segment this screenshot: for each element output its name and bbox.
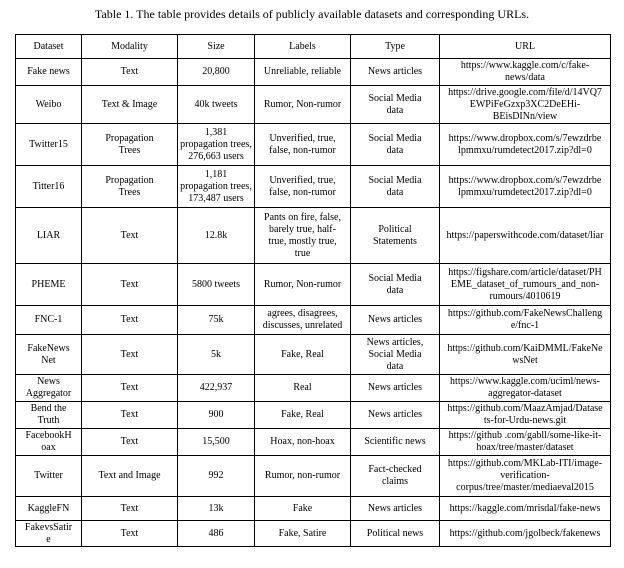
cell-type-text: News articles: [367, 314, 423, 325]
cell-dataset: [16, 335, 82, 375]
table-row: [16, 59, 611, 86]
cell-url: [440, 306, 611, 335]
cell-type-text: Political Statements: [373, 223, 417, 247]
cell-labels-text: Unverified, true, false, non-rumor: [269, 132, 336, 156]
cell-dataset: [16, 166, 82, 208]
cell-dataset-text: FakevsSatir e: [24, 521, 73, 545]
cell-labels-text: Fake, Real: [281, 348, 324, 360]
cell-url: [440, 86, 611, 124]
table-body: [16, 59, 611, 547]
cell-labels: [255, 124, 351, 166]
cell-modality: [82, 59, 178, 86]
cell-labels-text: Rumor, Non-rumor: [263, 278, 342, 290]
cell-labels: [255, 335, 351, 375]
cell-modality-text: Text: [120, 502, 139, 514]
table-caption: Table 1. The table provides details of publicly available datasets and corresponding URLs.: [94, 7, 530, 21]
cell-labels: [255, 497, 351, 521]
cell-url: [440, 166, 611, 208]
cell-size-text: 40k tweets: [194, 98, 238, 110]
cell-labels: [255, 264, 351, 306]
cell-dataset-text: Twitter15: [29, 138, 68, 150]
cell-type: [351, 208, 440, 264]
cell-url-text[interactable]: https://github.com/jgolbeck/fakenews: [449, 527, 601, 539]
cell-modality-text: Text: [120, 66, 139, 77]
cell-type-text: News articles: [367, 502, 423, 514]
table-row: [16, 306, 611, 335]
cell-labels: [255, 456, 351, 497]
cell-size: [178, 521, 255, 547]
cell-dataset: [16, 264, 82, 306]
cell-size: [178, 335, 255, 375]
cell-url: [440, 497, 611, 521]
cell-type-text: News articles, Social Media data: [366, 336, 424, 372]
cell-type: [351, 166, 440, 208]
table-row: [16, 124, 611, 166]
cell-type-text: News articles: [367, 382, 423, 393]
cell-url-text[interactable]: https://github.com/MaazAmjad/Datase ts-for-Urdu-news.git: [447, 403, 603, 426]
cell-size-text: 1,181 propagation trees, 173,487 users: [180, 168, 252, 204]
cell-labels: [255, 521, 351, 547]
cell-url: [440, 402, 611, 429]
cell-size: [178, 264, 255, 306]
cell-url-text[interactable]: https://github.com/KaiDMML/FakeNe wsNet: [447, 342, 603, 366]
cell-size-text: 900: [208, 409, 224, 420]
cell-type: [351, 402, 440, 429]
cell-dataset: [16, 59, 82, 86]
cell-url: [440, 208, 611, 264]
cell-type-text: Fact-checked claims: [368, 464, 422, 487]
cell-size-text: 1,381 propagation trees, 276,663 users: [180, 126, 252, 162]
cell-size-text: 5k: [211, 348, 221, 360]
cell-labels: [255, 208, 351, 264]
cell-dataset-text: FacebookH oax: [25, 430, 72, 453]
cell-url-text[interactable]: https://paperswithcode.com/dataset/liar: [446, 229, 604, 241]
table-row: [16, 402, 611, 429]
cell-url-text[interactable]: https://www.kaggle.com/c/fake- news/data: [460, 60, 590, 83]
cell-type-text: Social Media data: [368, 92, 422, 116]
cell-size: [178, 402, 255, 429]
cell-size-text: 15,500: [202, 436, 230, 447]
cell-modality: [82, 429, 178, 456]
cell-type: [351, 59, 440, 86]
cell-modality-text: Text: [120, 382, 139, 393]
cell-url-text[interactable]: https://figshare.com/article/dataset/PH EME_dataset_of_rumours_and_non- rumours/4010619: [448, 266, 602, 302]
cell-url: [440, 456, 611, 497]
cell-url: [440, 335, 611, 375]
cell-modality: [82, 166, 178, 208]
cell-type: [351, 497, 440, 521]
cell-modality: [82, 402, 178, 429]
cell-size: [178, 86, 255, 124]
cell-dataset-text: KaggleFN: [27, 502, 70, 514]
cell-dataset: [16, 456, 82, 497]
cell-dataset-text: Fake news: [27, 66, 70, 77]
cell-modality-text: Text: [120, 229, 139, 241]
cell-url: [440, 521, 611, 547]
cell-url-text[interactable]: https://github .com/gabll/some-like-it- hoax/tree/master/dataset: [448, 430, 602, 453]
cell-modality-text: Text: [120, 314, 139, 325]
cell-dataset-text: Twitter: [34, 470, 63, 481]
cell-size-text: 20,800: [202, 66, 230, 77]
cell-size: [178, 456, 255, 497]
cell-type-text: Social Media data: [368, 272, 422, 296]
cell-modality: [82, 306, 178, 335]
cell-labels-text: Pants on fire, false, barely true, half- true, mostly true, true: [264, 211, 341, 259]
cell-dataset: [16, 429, 82, 456]
cell-size-text: 75k: [208, 314, 224, 325]
table-row: [16, 456, 611, 497]
cell-url: [440, 124, 611, 166]
cell-modality-text: Text: [120, 436, 139, 447]
cell-modality: [82, 521, 178, 547]
table-row: [16, 166, 611, 208]
cell-type-text: News articles: [367, 66, 423, 77]
cell-modality: [82, 208, 178, 264]
cell-dataset-text: PHEME: [31, 278, 66, 290]
cell-labels: [255, 86, 351, 124]
cell-url-text[interactable]: https://github.com/MKLab-ITI/image- verification- corpus/tree/master/mediaeval2015: [447, 458, 603, 493]
cell-modality-text: Text: [120, 409, 139, 420]
cell-url-text[interactable]: https://github.com/FakeNewsChalleng e/fnc-1: [447, 308, 603, 331]
cell-size: [178, 208, 255, 264]
cell-dataset-text: News Aggregator: [25, 376, 72, 399]
cell-size: [178, 306, 255, 335]
cell-url: [440, 429, 611, 456]
cell-modality-text: Propagation Trees: [105, 174, 154, 198]
cell-type: [351, 306, 440, 335]
cell-labels-text: Hoax, non-hoax: [270, 436, 335, 447]
table-row: [16, 335, 611, 375]
cell-dataset-text: Bend the Truth: [30, 403, 67, 426]
cell-type: [351, 86, 440, 124]
datasets-table: [15, 34, 611, 547]
cell-labels-text: Unverified, true, false, non-rumor: [269, 174, 336, 198]
cell-labels: [255, 59, 351, 86]
header-type: Type: [351, 35, 440, 59]
cell-modality: [82, 124, 178, 166]
cell-dataset: [16, 402, 82, 429]
table-row: [16, 264, 611, 306]
cell-size: [178, 166, 255, 208]
cell-url-text[interactable]: https://www.dropbox.com/s/7ewzdrbe lpmmxu/rumdetect2017.zip?dl=0: [448, 174, 602, 198]
cell-type: [351, 375, 440, 402]
table-row: [16, 375, 611, 402]
cell-labels: [255, 402, 351, 429]
cell-modality-text: Text & Image: [101, 98, 158, 110]
cell-modality-text: Text and Image: [98, 470, 161, 481]
cell-type: [351, 521, 440, 547]
cell-modality-text: Propagation Trees: [105, 132, 154, 156]
cell-size-text: 486: [208, 527, 224, 539]
cell-type: [351, 456, 440, 497]
cell-size: [178, 59, 255, 86]
table-header-row: [16, 35, 611, 59]
cell-labels-text: agrees, disagrees, discusses, unrelated: [262, 308, 343, 331]
table-row: [16, 86, 611, 124]
cell-type-text: Political news: [366, 527, 424, 539]
cell-dataset: [16, 306, 82, 335]
cell-modality: [82, 264, 178, 306]
header-size: Size: [178, 35, 255, 59]
table-row: [16, 208, 611, 264]
cell-size: [178, 497, 255, 521]
cell-type: [351, 264, 440, 306]
cell-labels: [255, 375, 351, 402]
cell-url: [440, 59, 611, 86]
header-modality: Modality: [82, 35, 178, 59]
cell-labels-text: Rumor, Non-rumor: [263, 98, 342, 110]
cell-type-text: Social Media data: [368, 174, 422, 198]
cell-dataset: [16, 375, 82, 402]
cell-labels: [255, 306, 351, 335]
cell-dataset-text: Titter16: [32, 180, 65, 192]
cell-modality: [82, 86, 178, 124]
cell-labels-text: Rumor, non-rumor: [264, 470, 341, 481]
cell-dataset-text: FakeNews Net: [27, 342, 70, 366]
cell-modality: [82, 335, 178, 375]
header-dataset: Dataset: [16, 35, 82, 59]
cell-modality: [82, 456, 178, 497]
cell-dataset-text: Weibo: [35, 98, 62, 110]
cell-size-text: 992: [208, 470, 224, 481]
cell-labels-text: Fake: [292, 502, 313, 514]
cell-url-text[interactable]: https://drive.google.com/file/d/14VQ7 EWPiFeGzxp3XC2DeEHi- BEisDINn/view: [448, 86, 602, 122]
cell-size: [178, 429, 255, 456]
cell-dataset: [16, 86, 82, 124]
cell-modality: [82, 497, 178, 521]
cell-labels-text: Fake, Satire: [278, 527, 327, 539]
cell-type-text: News articles: [367, 409, 423, 420]
table-row: [16, 497, 611, 521]
cell-labels: [255, 166, 351, 208]
cell-labels-text: Real: [293, 382, 312, 393]
cell-url: [440, 375, 611, 402]
cell-url-text[interactable]: https://www.kaggle.com/uciml/news- aggregator-dataset: [450, 376, 600, 399]
header-labels: Labels: [255, 35, 351, 59]
cell-url-text[interactable]: https://kaggle.com/mrisdal/fake-news: [449, 502, 601, 514]
cell-modality-text: Text: [120, 527, 139, 539]
table-row: [16, 429, 611, 456]
cell-dataset: [16, 521, 82, 547]
cell-type: [351, 429, 440, 456]
cell-labels-text: Fake, Real: [281, 409, 324, 420]
cell-labels-text: Unreliable, reliable: [263, 66, 342, 77]
cell-type-text: Social Media data: [368, 132, 422, 156]
cell-size: [178, 124, 255, 166]
cell-type: [351, 124, 440, 166]
cell-type-text: Scientific news: [364, 436, 426, 447]
cell-modality: [82, 375, 178, 402]
cell-dataset: [16, 208, 82, 264]
cell-dataset-text: FNC-1: [34, 314, 63, 325]
cell-modality-text: Text: [120, 348, 139, 360]
cell-labels: [255, 429, 351, 456]
cell-size: [178, 375, 255, 402]
cell-size-text: 5800 tweets: [191, 278, 241, 290]
cell-modality-text: Text: [120, 278, 139, 290]
cell-dataset-text: LIAR: [36, 229, 61, 241]
cell-size-text: 12.8k: [204, 229, 228, 241]
cell-url-text[interactable]: https://www.dropbox.com/s/7ewzdrbe lpmmxu/rumdetect2017.zip?dl=0: [448, 132, 602, 156]
cell-size-text: 422,937: [199, 382, 233, 393]
cell-size-text: 13k: [208, 502, 224, 514]
cell-dataset: [16, 124, 82, 166]
header-url: URL: [440, 35, 611, 59]
cell-type: [351, 335, 440, 375]
table-row: [16, 521, 611, 547]
cell-url: [440, 264, 611, 306]
cell-dataset: [16, 497, 82, 521]
